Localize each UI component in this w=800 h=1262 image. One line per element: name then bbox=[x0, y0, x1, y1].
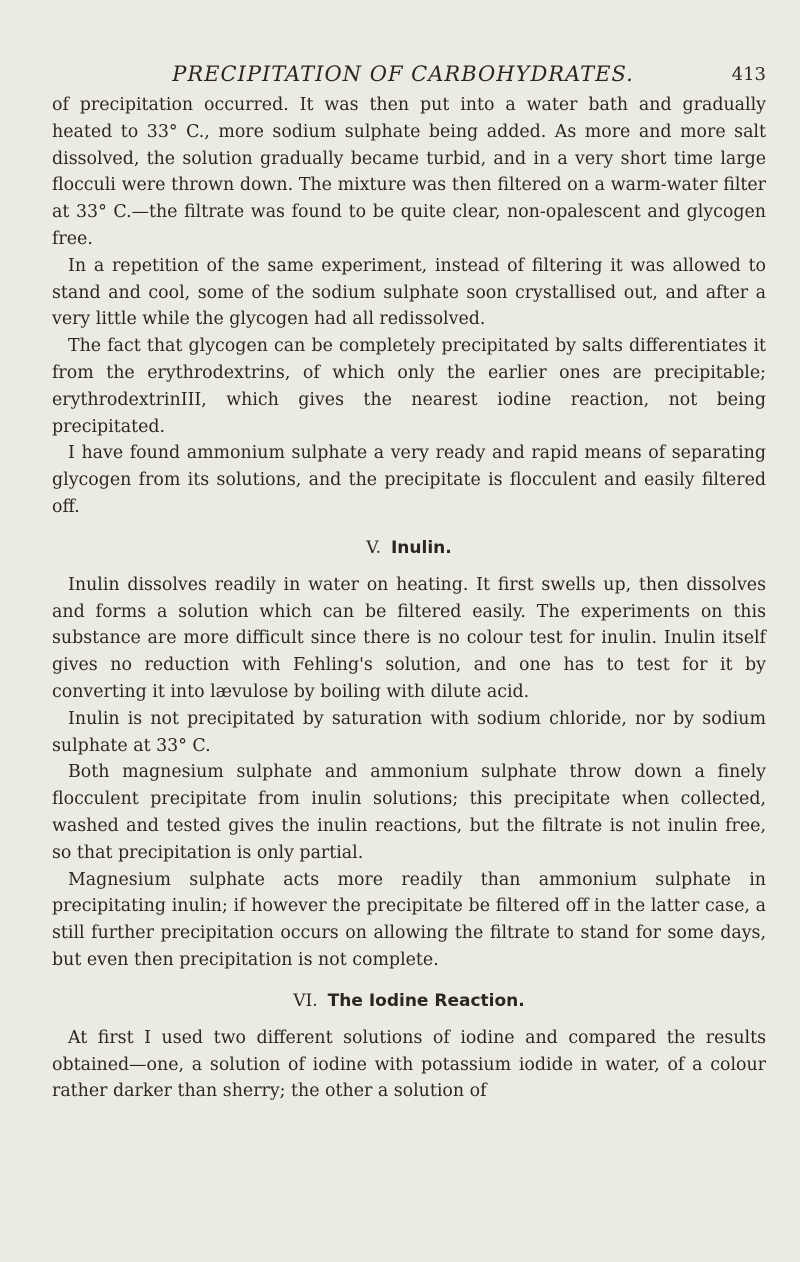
paragraph: I have found ammonium sulphate a very ready and rapid means of separating glycogen from its solutions, and the precipitate is flocculent and easily filtered off. bbox=[52, 443, 766, 517]
paragraph: At first I used two different solutions of iodine and compared the results obtained—one, a solution of iodine with potassium iodide in water, of a colour rather darker than sherry; the other a solution of bbox=[52, 1027, 766, 1102]
paragraph: Inulin dissolves readily in water on heating. It first swells up, then dissolves and forms a solution which can be filtered easily. The experiments on this substance are more difficult since there is no colour test for inulin. Inulin itself gives no reduction with Fehling's solution, and one has to test for it by converting it into lævulose by boiling with dilute acid. bbox=[52, 574, 766, 702]
paragraph: The fact that glycogen can be completely precipitated by salts differentiates it from the erythrodextrins, of which only the earlier ones are precipitable; erythrodextrinIII, which gives the nearest iodine reaction, not being precipitated. bbox=[52, 336, 766, 437]
section-number: V. bbox=[366, 537, 381, 558]
paragraph: Both magnesium sulphate and ammonium sulphate throw down a finely flocculent precipitate from inulin solutions; this precipitate when collected, washed and tested gives the inulin reactions, but the filtrate is not inulin free, so that precipitation is only partial. bbox=[52, 762, 766, 863]
running-title: PRECIPITATION OF CARBOHYDRATES. bbox=[172, 62, 634, 86]
paragraph: In a repetition of the same experiment, instead of filtering it was allowed to stand and cool, some of the sodium sulphate soon crystallised out, and after a very little while the glycogen had all redissolved. bbox=[52, 255, 766, 330]
section-number: VI. bbox=[293, 990, 318, 1011]
page-number: 413 bbox=[731, 64, 766, 85]
section-title: Inulin. bbox=[390, 537, 452, 558]
running-head bbox=[40, 62, 766, 92]
paragraph: of precipitation occurred. It was then put into a water bath and gradually heated to 33° C., more sodium sulphate being added. As more and more salt dissolved, the solution gradually became turbid, and in a very short time large flocculi were thrown down. The mixture was then filtered on a warm-water filter at 33° C.—the filtrate was found to be quite clear, non-opalescent and glycogen free. bbox=[52, 95, 766, 249]
section-heading-inulin bbox=[52, 537, 766, 559]
body-text bbox=[52, 92, 766, 1105]
section-title: The Iodine Reaction. bbox=[327, 990, 525, 1011]
paragraph: Magnesium sulphate acts more readily than ammonium sulphate in precipitating inulin; if however the precipitate be filtered off in the latter case, a still further precipitation occurs on allowing the filtrate to stand for some days, but even then precipitation is not complete. bbox=[52, 869, 766, 970]
paragraph: Inulin is not precipitated by saturation with sodium chloride, nor by sodium sulphate at 33° C. bbox=[52, 708, 766, 756]
section-heading-iodine-reaction bbox=[52, 990, 766, 1012]
